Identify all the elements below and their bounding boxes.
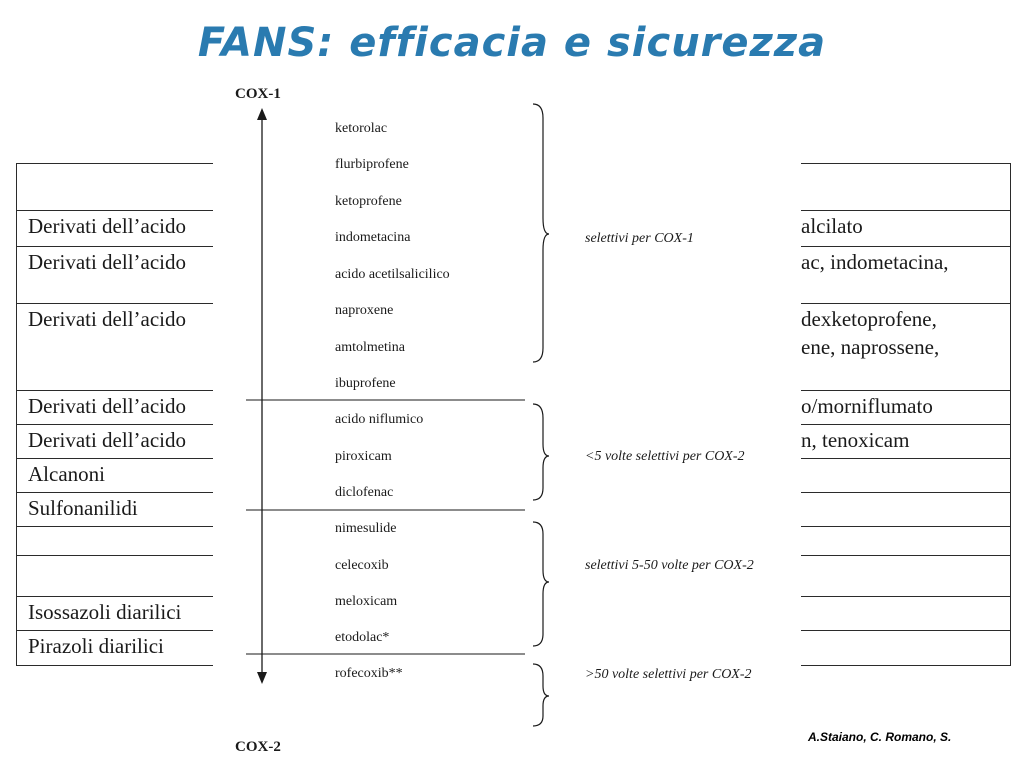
class-examples-cont: ene, naprossene,: [801, 335, 940, 359]
selectivity-axis-graphics: [213, 82, 801, 768]
class-name: Isossazoli diarilici: [28, 600, 182, 624]
class-name: Derivati dell’acido: [28, 428, 187, 452]
arrow-up-icon: [257, 108, 267, 120]
cox2-axis-label: COX-2: [235, 739, 281, 755]
class-name: Derivati dell’acido: [28, 214, 187, 238]
cox-selectivity-figure: [213, 82, 801, 768]
class-examples: o/morniflumato: [801, 394, 933, 418]
arrow-down-icon: [257, 672, 267, 684]
drug-label: etodolac*: [335, 630, 390, 645]
drug-label: rofecoxib**: [335, 666, 403, 681]
drug-label: acido niflumico: [335, 412, 424, 427]
drug-label: flurbiprofene: [335, 157, 409, 172]
drug-label: indometacina: [335, 230, 411, 245]
class-name: Pirazoli diarilici: [28, 634, 164, 658]
drug-label: celecoxib: [335, 558, 389, 573]
class-name: Derivati dell’acido: [28, 394, 187, 418]
cox1-axis-label: COX-1: [235, 86, 281, 102]
drug-label: ketoprofene: [335, 194, 402, 209]
class-examples: alcilato: [801, 214, 863, 238]
author-credit: A.Staiano, C. Romano, S.: [808, 730, 952, 744]
drug-label: piroxicam: [335, 449, 392, 464]
class-name: Alcanoni: [28, 462, 105, 486]
selectivity-group-label: <5 volte selettivi per COX-2: [585, 449, 745, 464]
selectivity-group-label: >50 volte selettivi per COX-2: [585, 667, 752, 682]
brace-group-1: [533, 104, 549, 362]
slide-title: FANS: efficacia e sicurezza: [197, 20, 827, 66]
brace-group-2: [533, 404, 549, 500]
class-examples: n, tenoxicam: [801, 428, 910, 452]
drug-label: acido acetilsalicilico: [335, 267, 450, 282]
drug-label: naproxene: [335, 303, 394, 318]
drug-label: ibuprofene: [335, 376, 396, 391]
selectivity-group-label: selettivi per COX-1: [585, 231, 694, 246]
drug-label: ketorolac: [335, 121, 388, 136]
class-examples: dexketoprofene,: [801, 307, 937, 331]
drug-label: amtolmetina: [335, 340, 405, 355]
brace-group-4: [533, 664, 549, 726]
drug-label: nimesulide: [335, 521, 397, 536]
class-name: Derivati dell’acido: [28, 307, 187, 331]
class-name: Derivati dell’acido: [28, 250, 187, 274]
class-name: Sulfonanilidi: [28, 496, 138, 520]
selectivity-group-label: selettivi 5-50 volte per COX-2: [585, 558, 754, 573]
drug-label: diclofenac: [335, 485, 394, 500]
brace-group-3: [533, 522, 549, 646]
drug-label: meloxicam: [335, 594, 398, 609]
class-examples: ac, indometacina,: [801, 250, 949, 274]
